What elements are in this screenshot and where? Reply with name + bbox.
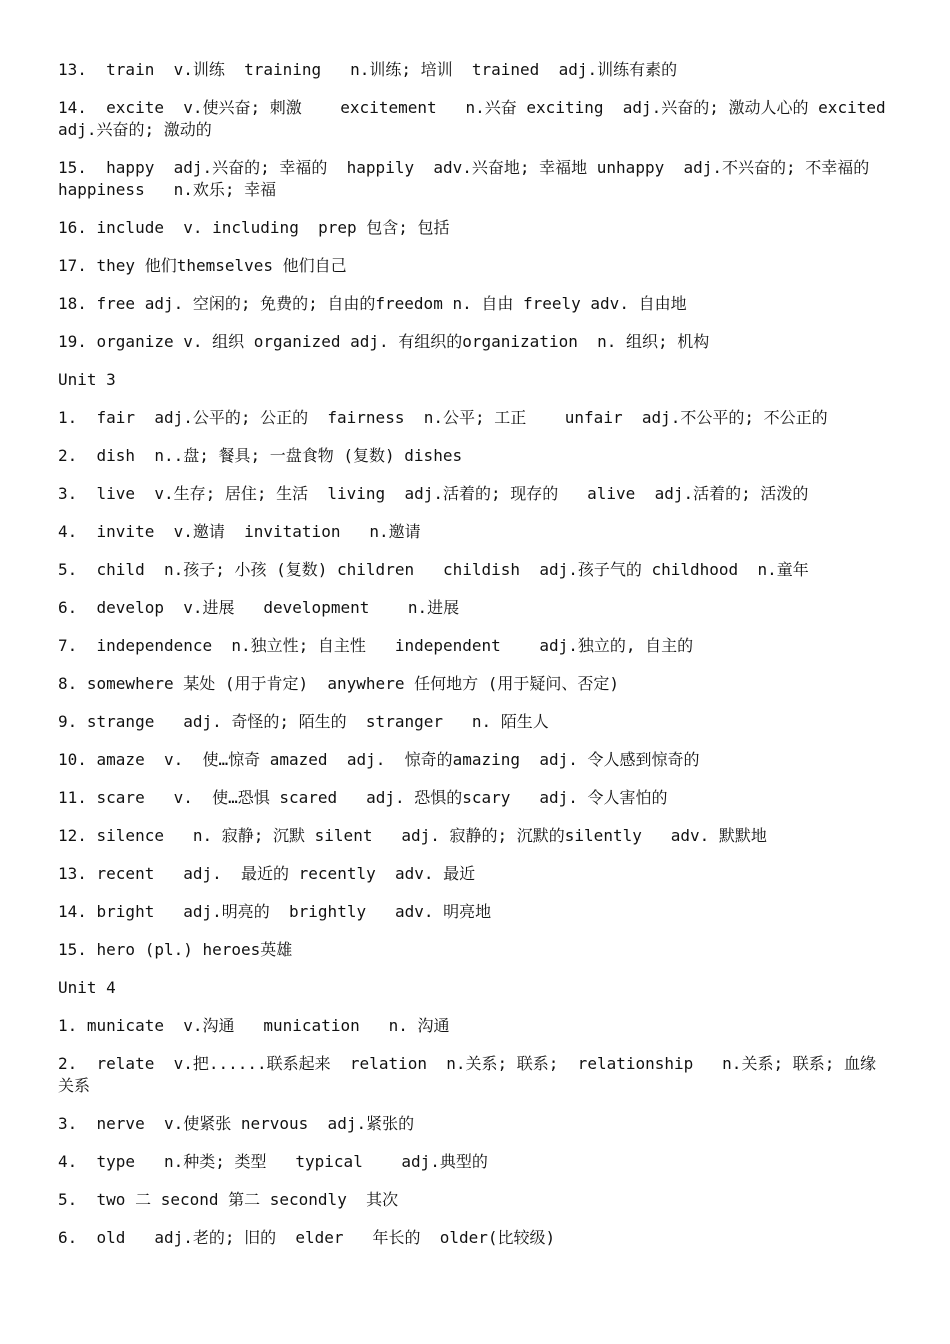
entry-15-happy: 15. happy adj.兴奋的; 幸福的 happily adv.兴奋地; 幸福地 unhappy adj.不兴奋的; 不幸福的 happiness n.欢乐; 幸福 (58, 158, 899, 199)
entry-u3-13-recent: 13. recent adj. 最近的 recently adv. 最近 (58, 864, 476, 883)
entry-14-excite: 14. excite v.使兴奋; 刺激 excitement n.兴奋 exciting adj.兴奋的; 激动人心的 excited adj.兴奋的; 激动的 (58, 98, 905, 139)
entry-u3-9-strange: 9. strange adj. 奇怪的; 陌生的 stranger n. 陌生人 (58, 712, 549, 731)
unit-3-heading: Unit 3 (58, 370, 116, 389)
entry-17-they: 17. they 他们themselves 他们自己 (58, 256, 347, 275)
entry-u4-2-relate: 2. relate v.把......联系起来 relation n.关系; 联系; relationship n.关系; 联系; 血缘关系 (58, 1054, 876, 1095)
entry-u4-4-type: 4. type n.种类; 类型 typical adj.典型的 (58, 1152, 488, 1171)
entry-u3-11-scare: 11. scare v. 使…恐惧 scared adj. 恐惧的scary adj. 令人害怕的 (58, 788, 668, 807)
entry-u3-7-independence: 7. independence n.独立性; 自主性 independent adj.独立的, 自主的 (58, 636, 694, 655)
entry-u3-2-dish: 2. dish n..盘; 餐具; 一盘食物 (复数) dishes (58, 446, 463, 465)
entry-u3-6-develop: 6. develop v.进展 development n.进展 (58, 598, 460, 617)
entry-u3-10-amaze: 10. amaze v. 使…惊奇 amazed adj. 惊奇的amazing adj. 令人感到惊奇的 (58, 750, 700, 769)
entry-19-organize: 19. organize v. 组织 organized adj. 有组织的organization n. 组织; 机构 (58, 332, 710, 351)
entry-u3-1-fair: 1. fair adj.公平的; 公正的 fairness n.公平; 工正 unfair adj.不公平的; 不公正的 (58, 408, 828, 427)
entry-u4-3-nerve: 3. nerve v.使紧张 nervous adj.紧张的 (58, 1114, 415, 1133)
entry-u3-3-live: 3. live v.生存; 居住; 生活 living adj.活着的; 现存的 alive adj.活着的; 活泼的 (58, 484, 809, 503)
unit-4-heading: Unit 4 (58, 978, 116, 997)
entry-u4-6-old: 6. old adj.老的; 旧的 elder 年长的 older(比较级) (58, 1228, 556, 1247)
entry-u3-4-invite: 4. invite v.邀请 invitation n.邀请 (58, 522, 421, 541)
entry-u3-8-somewhere: 8. somewhere 某处 (用于肯定) anywhere 任何地方 (用于疑问、否定) (58, 674, 619, 693)
entry-16-include: 16. include v. including prep 包含; 包括 (58, 218, 450, 237)
entry-13-train: 13. train v.训练 training n.训练; 培训 trained adj.训练有素的 (58, 60, 678, 79)
entry-18-free: 18. free adj. 空闲的; 免费的; 自由的freedom n. 自由 freely adv. 自由地 (58, 294, 687, 313)
entry-u4-1-municate: 1. municate v.沟通 munication n. 沟通 (58, 1016, 450, 1035)
vocabulary-list (58, 59, 905, 1265)
entry-u3-14-bright: 14. bright adj.明亮的 brightly adv. 明亮地 (58, 902, 492, 921)
entry-u3-5-child: 5. child n.孩子; 小孩 (复数) children childish adj.孩子气的 childhood n.童年 (58, 560, 809, 579)
entry-u3-15-hero: 15. hero (pl.) heroes英雄 (58, 940, 293, 959)
entry-u4-5-two: 5. two 二 second 第二 secondly 其次 (58, 1190, 399, 1209)
entry-u3-12-silence: 12. silence n. 寂静; 沉默 silent adj. 寂静的; 沉默的silently adv. 默默地 (58, 826, 767, 845)
